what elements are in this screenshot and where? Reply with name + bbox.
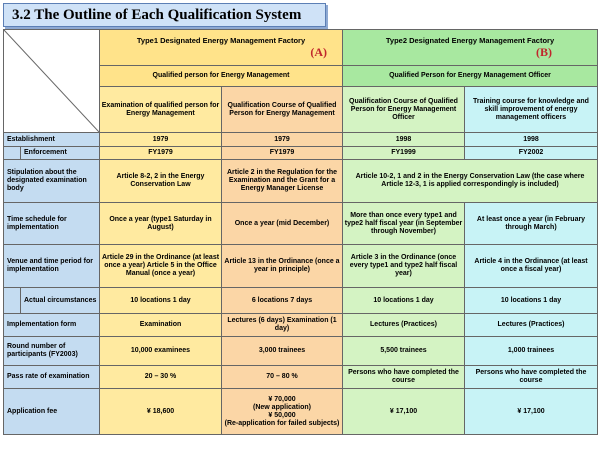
pass-col3: Persons who have completed the course xyxy=(343,366,465,389)
form-col1: Examination xyxy=(100,314,222,337)
type2-name: Type2 Designated Energy Management Factory xyxy=(385,35,555,45)
fee-re-note: (Re-application for failed subjects) xyxy=(224,419,340,427)
col2-header: Qualification Course of Qualified Person for Energy Management xyxy=(222,87,343,133)
page-title: 3.2 The Outline of Each Qualification System xyxy=(12,7,302,23)
schedule-label: Time schedule for implementation xyxy=(4,203,100,245)
venue-col1: Article 29 in the Ordinance (at least once a year) Article 5 in the Office Manual (once a year) xyxy=(100,245,222,288)
stipulation-col1: Article 8-2, 2 in the Energy Conservation Law xyxy=(100,160,222,203)
venue-col2: Article 13 in the Ordinance (once a year in principle) xyxy=(222,245,343,288)
fee-col1: ¥ 18,600 xyxy=(100,389,222,435)
enforcement-col3: FY1999 xyxy=(343,147,465,160)
type2-person: Qualified Person for Energy Management Officer xyxy=(343,66,598,87)
fee-new-amount: ¥ 70,000 xyxy=(268,395,296,403)
actual-indent xyxy=(4,288,21,314)
actual-col3: 10 locations 1 day xyxy=(343,288,465,314)
round-col4: 1,000 trainees xyxy=(465,337,598,366)
title-box xyxy=(3,3,326,27)
round-label: Round number of participants (FY2003) xyxy=(4,337,100,366)
qualification-table xyxy=(3,29,598,435)
schedule-col2: Once a year (mid December) xyxy=(222,203,343,245)
corner-cell xyxy=(4,30,100,133)
type1-person: Qualified person for Energy Management xyxy=(100,66,343,87)
form-label: Implementation form xyxy=(4,314,100,337)
type1-tag: (A) xyxy=(310,44,327,59)
venue-label: Venue and time period for implementation xyxy=(4,245,100,288)
enforcement-indent xyxy=(4,147,21,160)
type2-header xyxy=(343,30,598,66)
type2-tag: (B) xyxy=(536,44,552,59)
form-col2: Lectures (6 days) Examination (1 day) xyxy=(222,314,343,337)
establishment-col4: 1998 xyxy=(465,133,598,147)
actual-col2: 6 locations 7 days xyxy=(222,288,343,314)
venue-col4: Article 4 in the Ordinance (at least once a fiscal year) xyxy=(465,245,598,288)
pass-col2: 70 – 80 % xyxy=(222,366,343,389)
establishment-col3: 1998 xyxy=(343,133,465,147)
venue-col3: Article 3 in the Ordinance (once every type1 and type2 half fiscal year) xyxy=(343,245,465,288)
fee-col4: ¥ 17,100 xyxy=(465,389,598,435)
form-col4: Lectures (Practices) xyxy=(465,314,598,337)
actual-label: Actual circumstances xyxy=(21,288,100,314)
stipulation-col2: Article 2 in the Regulation for the Examination and the Grant for a Energy Manager License xyxy=(222,160,343,203)
actual-col4: 10 locations 1 day xyxy=(465,288,598,314)
fee-re-amount: ¥ 50,000 xyxy=(268,411,296,419)
col3-header: Qualification Course of Qualified Person for Energy Management Officer xyxy=(343,87,465,133)
col1-header: Examination of qualified person for Energy Management xyxy=(100,87,222,133)
schedule-col1: Once a year (type1 Saturday in August) xyxy=(100,203,222,245)
type1-header xyxy=(100,30,343,66)
enforcement-col2: FY1979 xyxy=(222,147,343,160)
pass-col4: Persons who have completed the course xyxy=(465,366,598,389)
establishment-col1: 1979 xyxy=(100,133,222,147)
pass-label: Pass rate of examination xyxy=(4,366,100,389)
enforcement-label: Enforcement xyxy=(21,147,100,160)
col4-header: Training course for knowledge and skill improvement of energy management officers xyxy=(465,87,598,133)
diagonal-line xyxy=(4,30,99,132)
actual-col1: 10 locations 1 day xyxy=(100,288,222,314)
round-col3: 5,500 trainees xyxy=(343,337,465,366)
establishment-col2: 1979 xyxy=(222,133,343,147)
pass-col1: 20 – 30 % xyxy=(100,366,222,389)
establishment-label: Establishment xyxy=(4,133,100,147)
fee-new-note: (New application) xyxy=(253,403,311,411)
form-col3: Lectures (Practices) xyxy=(343,314,465,337)
enforcement-col1: FY1979 xyxy=(100,147,222,160)
round-col2: 3,000 trainees xyxy=(222,337,343,366)
stipulation-label: Stipulation about the designated examination body xyxy=(4,160,100,203)
fee-col2 xyxy=(222,389,343,435)
stipulation-col34: Article 10-2, 1 and 2 in the Energy Conservation Law (the case where Article 12-3, 1 is applied correspondingly is included) xyxy=(343,160,598,203)
round-col1: 10,000 examinees xyxy=(100,337,222,366)
enforcement-col4: FY2002 xyxy=(465,147,598,160)
schedule-col3: More than once every type1 and type2 half fiscal year (in September through November) xyxy=(343,203,465,245)
fee-col3: ¥ 17,100 xyxy=(343,389,465,435)
type1-name: Type1 Designated Energy Management Factory xyxy=(136,35,306,45)
schedule-col4: At least once a year (in February through March) xyxy=(465,203,598,245)
fee-label: Application fee xyxy=(4,389,100,435)
